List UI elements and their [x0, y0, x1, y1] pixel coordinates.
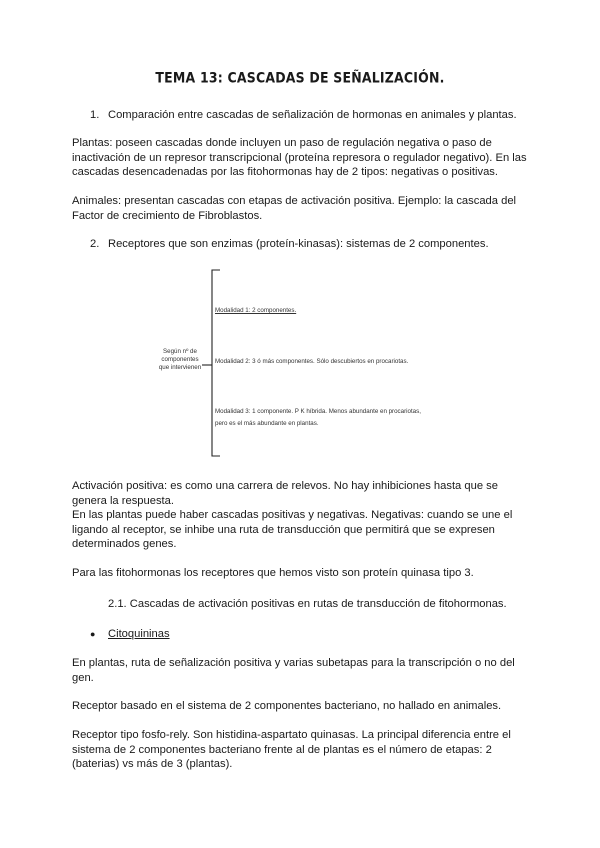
section-1-heading: Comparación entre cascadas de señalización de hormonas en animales y plantas.	[108, 109, 517, 121]
diagram-left-label-line-2: componentes	[161, 356, 199, 363]
receptor-tipo-line-3: (baterias) vs más de 3 (plantas).	[72, 758, 233, 770]
modalidad-3-line-1: Modalidad 3: 1 componente. P K híbrida. Menos abundante en procariotas,	[215, 408, 421, 415]
section-2-number: 2.	[90, 238, 100, 250]
receptor-tipo-line-1: Receptor tipo fosfo-rely. Son histidina-aspartato quinasas. La principal diferencia entre el	[72, 729, 511, 741]
citoquininas-line-2: gen.	[72, 671, 94, 684]
receptor-tipo-line-2: sistema de 2 componentes bacteriano frente al de plantas es el número de etapas: 2	[72, 743, 492, 756]
bullet-icon: ●	[90, 629, 96, 639]
modalidad-3-line-2: pero es el más abundante en plantas.	[215, 420, 319, 427]
section-2-heading: Receptores que son enzimas (proteín-kinasas): sistemas de 2 componentes.	[108, 238, 489, 250]
animales-line-1: Animales: presentan cascadas con etapas de activación positiva. Ejemplo: la cascada del	[72, 195, 517, 207]
activacion-line-1: Activación positiva: es como una carrera de relevos. No hay inhibiciones hasta que se	[72, 480, 498, 492]
receptor-line: Receptor basado en el sistema de 2 componentes bacteriano, no hallado en animales.	[72, 700, 502, 712]
modalidad-2: Modalidad 2: 3 ó más componentes. Sólo descubiertos en procariotas.	[215, 358, 409, 365]
section-1-number: 1.	[90, 109, 100, 121]
plantas-line-1: Plantas: poseen cascadas donde incluyen un paso de regulación negativa o paso de	[72, 137, 492, 149]
subsection-2-1: 2.1. Cascadas de activación positivas en rutas de transducción de fitohormonas.	[108, 598, 507, 610]
bullet-citoquininas: Citoquininas	[108, 628, 170, 640]
page-title: TEMA 13: CASCADAS DE SEÑALIZACIÓN.	[155, 68, 445, 87]
animales-line-2: Factor de crecimiento de Fibroblastos.	[72, 209, 263, 222]
diagram-left-label-line-3: que intervienen	[158, 364, 202, 371]
citoquininas-line-1: En plantas, ruta de señalización positiva y varias subetapas para la transcripción o no del	[72, 657, 515, 669]
plantas-line-3: cascadas desencadenadas por las fitohormonas hay de 2 tipos: negativas o positivas.	[72, 166, 499, 178]
activacion-line-5: determinados genes.	[72, 538, 177, 550]
activacion-line-2: genera la respuesta.	[72, 494, 174, 507]
fitohormonas-line: Para las fitohormonas los receptores que hemos visto son proteín quinasa tipo 3.	[72, 567, 474, 579]
activacion-line-4: ligando al receptor, se inhibe una ruta de transducción que permitirá que se expresen	[72, 523, 495, 536]
diagram-left-label-line-1: Según nº de	[163, 348, 197, 355]
plantas-line-2: inactivación de un represor transcripcional (proteína represora o regulador negativo). En las	[72, 151, 527, 164]
modalidad-1: Modalidad 1: 2 componentes.	[215, 307, 297, 314]
activacion-line-3: En las plantas puede haber cascadas positivas y negativas. Negativas: cuando se une el	[72, 509, 513, 521]
